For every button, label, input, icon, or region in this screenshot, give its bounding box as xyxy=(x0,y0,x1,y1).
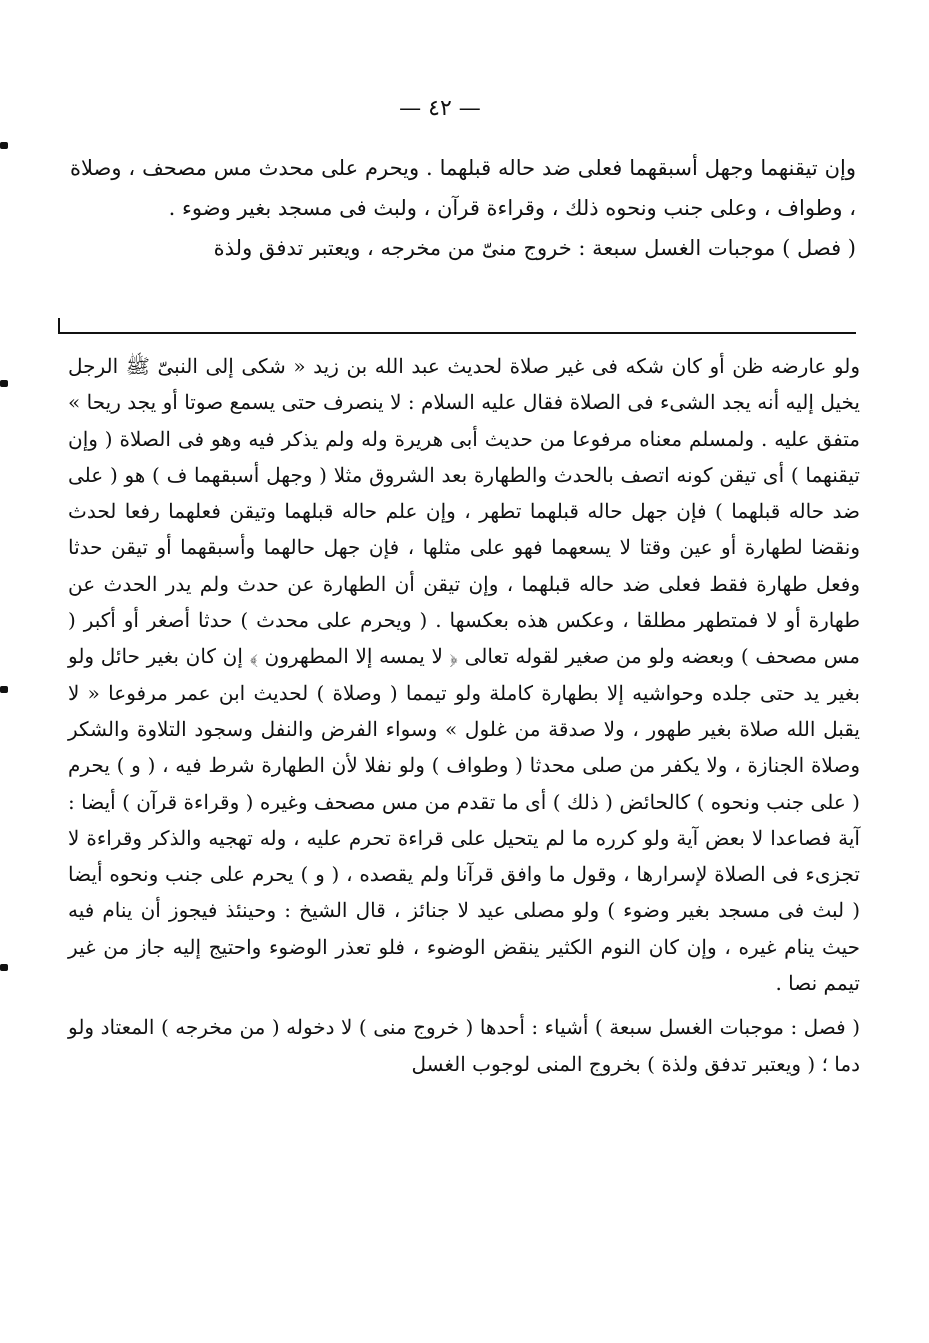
section-divider xyxy=(58,332,856,334)
scan-edge-mark xyxy=(0,686,8,693)
main-text xyxy=(70,148,856,268)
commentary-paragraph: ( فصل : موجبات الغسل سبعة ) أشياء : أحدها ( خروج منى ) لا دخوله ( من مخرجه ) المعتاد ولو دما ؛ ( ويعتبر تدفق ولذة ) بخروج المنى لوجوب الغسل xyxy=(68,1015,860,1076)
commentary-paragraph: ولو عارضه ظن أو كان شكه فى غير صلاة لحديث عبد الله بن زيد « شكى إلى النبىّ ﷺ الرجل يخيل إليه أنه يجد الشىء فى الصلاة فقال عليه السلام : لا ينصرف حتى يسمع صوتا أو يجد ريحا » متفق عليه . ولمسلم معناه مرفوعا من حديث أبى هريرة وله ولم يذكر فيه وهو فى الصلاة ( وإن تيقنهما ) أى تيقن كونه اتصف بالحدث والطهارة بعد الشروق مثلا ( وجهل أسبقهما ف ) هو ( على ضد حاله قبلهما ) فإن جهل حاله قبلهما تطهر ، وإن علم حاله قبلهما وتيقن فعلهما رفعا لحدث ونقضا لطهارة أو عين وقتا لا يسعهما فهو على مثلها ، فإن جهل حالهما وأسبقهما أو تيقن حدثا وفعل طهارة فقط فعلى ضد حاله قبلهما ، وإن تيقن أن الطهارة عن حدث ولم يدر الحدث عن طهارة أو لا فمتطهر مطلقا ، وعكس هذه بعكسها . ( ويحرم على محدث ) حدثا أصغر أو أكبر ( مس مصحف ) وبعضه ولو من صغير لقوله تعالى ﴿ لا يمسه إلا المطهرون ﴾ إن كان بغير حائل ولو بغير يد حتى جلده وحواشيه إلا بطهارة كاملة ولو تيمما ( وصلاة ) لحديث ابن عمر مرفوعا « لا يقبل الله صلاة بغير طهور ، ولا صدقة من غلول » وسواء الفرض والنفل وسجود التلاوة والشكر وصلاة الجنازة ، ولا يكفر من صلى محدثا ( وطواف ) ولو نفلا لأن الطهارة شرط فيه ، ( و ) يحرم ( على جنب ونحوه ) كالحائض ( ذلك ) أى ما تقدم من مس مصحف وغيره ( وقراءة قرآن ) أيضا : آية فصاعدا لا بعض آية ولو كرره ما لم يتحيل على قراءة تحرم عليه ، وله تهجيه والذكر وقراءة لا تجزىء فى الصلاة لإسرارها ، وقول ما وافق قرآنا ولم يقصده ، ( و ) يحرم على جنب ونحوه أيضا ( لبث فى مسجد بغير وضوء ) ولو مصلى عيد لا جنائز ، قال الشيخ : وحينئذ فيجوز أن ينام فيه حيث ينام غيره ، وإن كان النوم الكثير ينقض الوضوء ، فلو تعذر الوضوء واحتيج إليه جاز من غير تيمم نصا . xyxy=(68,354,861,996)
commentary-text xyxy=(68,348,860,1082)
scan-edge-mark xyxy=(0,380,8,387)
main-text-paragraph: وإن تيقنهما وجهل أسبقهما فعلى ضد حاله قبلهما . ويحرم على محدث مس مصحف ، وصلاة ، وطواف ، وعلى جنب ونحوه ذلك ، وقراءة قرآن ، ولبث فى مسجد بغير وضوء . xyxy=(70,156,856,220)
main-text-paragraph: ( فصل ) موجبات الغسل سبعة : خروج منىّ من مخرجه ، ويعتبر تدفق ولذة xyxy=(213,236,856,260)
page-number: — ٤٢ — xyxy=(399,96,481,121)
scan-edge-mark xyxy=(0,964,8,971)
divider-tick xyxy=(58,318,60,332)
scan-edge-mark xyxy=(0,142,8,149)
